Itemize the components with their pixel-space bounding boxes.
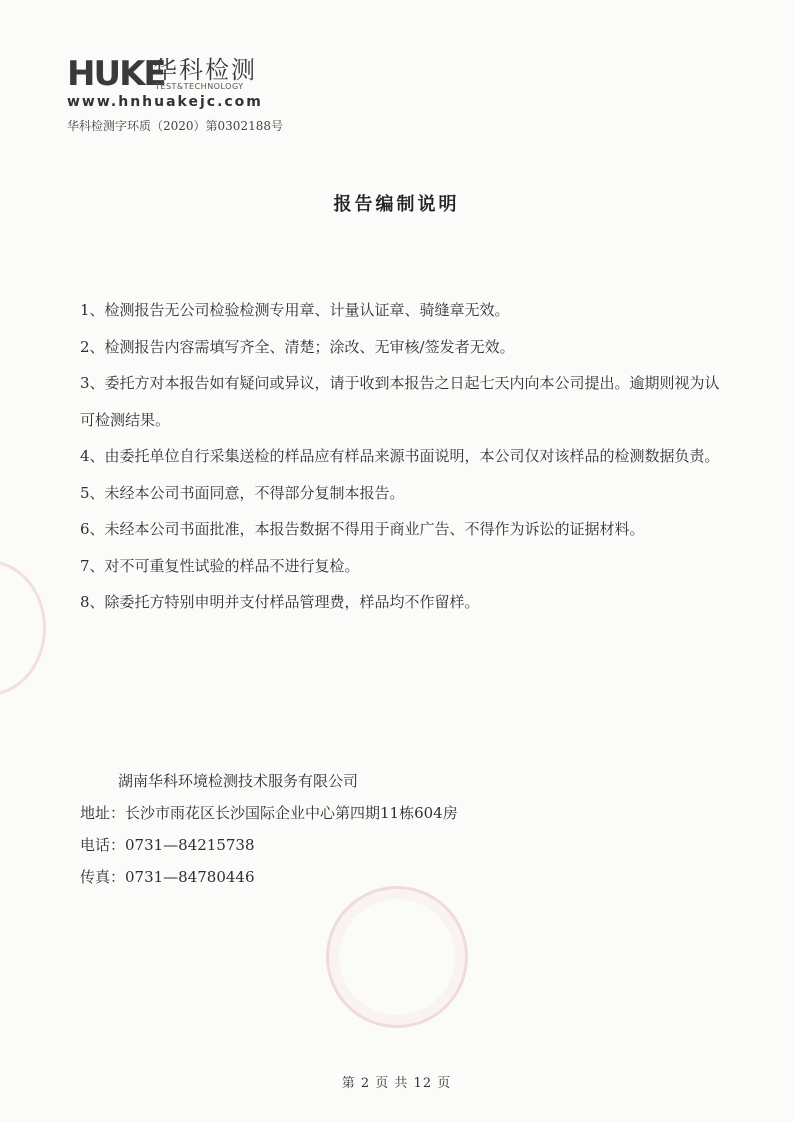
- logo-chinese-name: 华科检测: [153, 56, 257, 84]
- company-phone: 电话：0731—84215738: [80, 836, 255, 854]
- website-url: www.hnhuakejc.com: [67, 94, 263, 110]
- note-item-8: 8、除委托方特别申明并支付样品管理费，样品均不作留样。: [80, 593, 480, 611]
- page-number: 第 2 页 共 12 页: [341, 1076, 452, 1091]
- logo-mark: HUKE: [67, 54, 165, 94]
- page-title: 报告编制说明: [333, 194, 460, 215]
- note-item-2: 2、检测报告内容需填写齐全、清楚；涂改、无审核/签发者无效。: [80, 337, 515, 356]
- faint-edge-seal: [0, 560, 46, 696]
- logo-subtitle: TEST&TECHNOLOGY: [155, 82, 244, 91]
- company-fax: 传真：0731—84780446: [80, 868, 255, 886]
- company-address: 地址：长沙市雨花区长沙国际企业中心第四期11栋604房: [80, 804, 458, 822]
- note-item-7: 7、对不可重复性试验的样品不进行复检。: [80, 556, 360, 575]
- company-name: 湖南华科环境检测技术服务有限公司: [118, 772, 359, 790]
- company-logo: [67, 54, 277, 94]
- faint-seal-stamp: [326, 886, 468, 1028]
- note-item-1: 1、检测报告无公司检验检测专用章、计量认证章、骑缝章无效。: [80, 301, 510, 319]
- note-item-4: 4、由委托单位自行采集送检的样品应有样品来源书面说明，本公司仅对该样品的检测数据负责。: [80, 447, 720, 465]
- notes-list: [80, 292, 720, 621]
- note-item-6: 6、未经本公司书面批准，本报告数据不得用于商业广告、不得作为诉讼的证据材料。: [80, 520, 645, 538]
- report-number: 华科检测字环质（2020）第0302188号: [67, 119, 283, 133]
- note-item-3: 3、委托方对本报告如有疑问或异议，请于收到本报告之日起七天内向本公司提出。逾期则视为认可检测结果。: [80, 374, 720, 429]
- note-item-5: 5、未经本公司书面同意，不得部分复制本报告。: [80, 483, 405, 502]
